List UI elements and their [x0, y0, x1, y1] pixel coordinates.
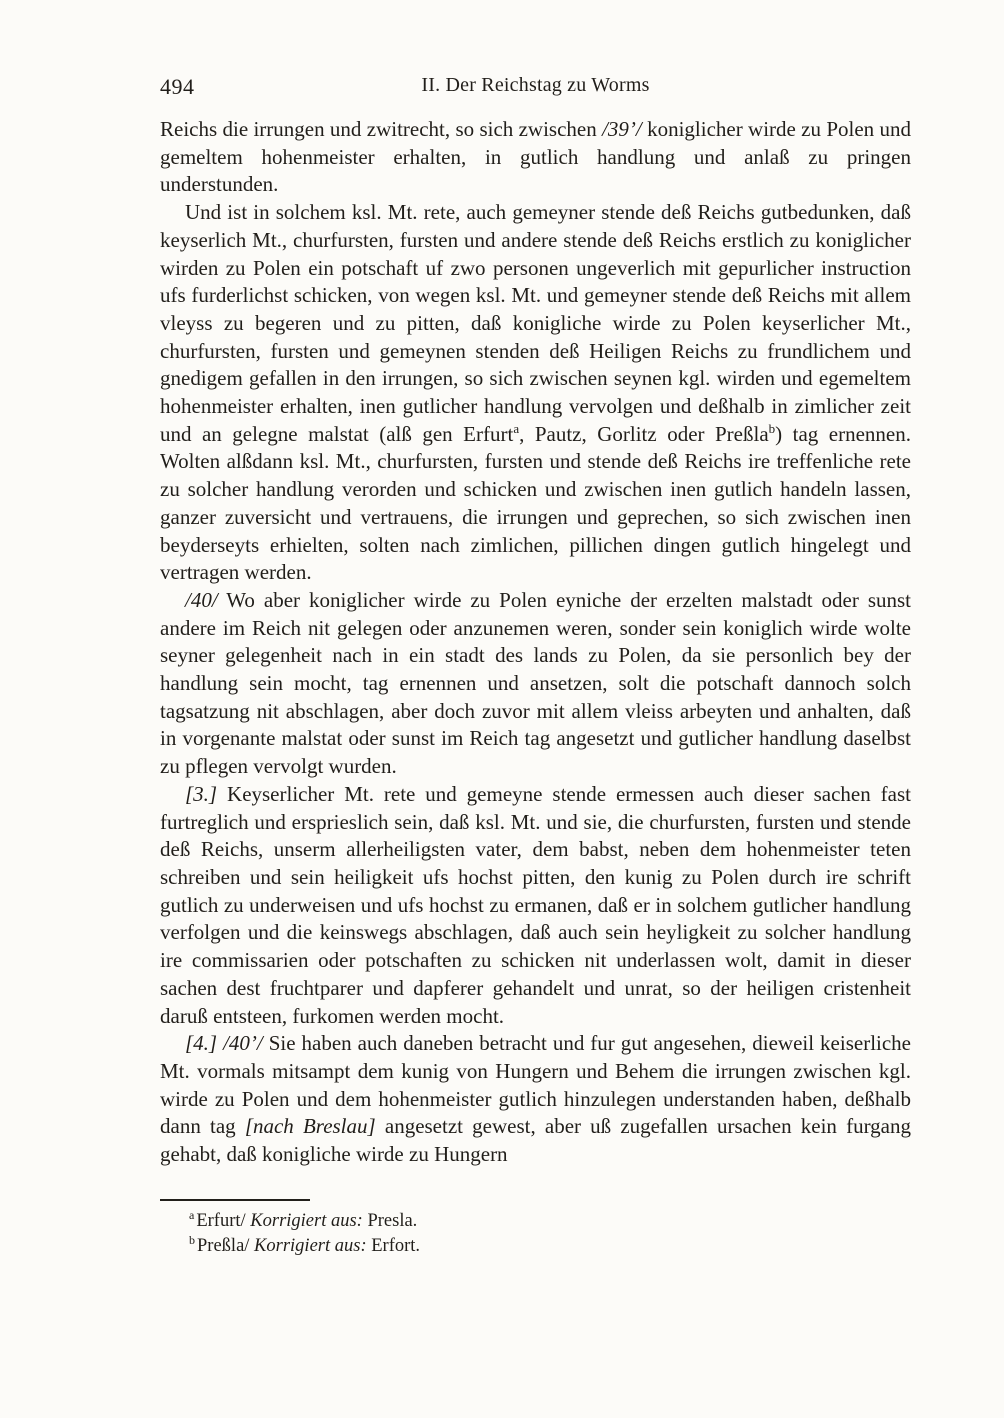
text-run: Presla. [362, 1210, 418, 1231]
running-head: II. Der Reichstag zu Worms [421, 74, 650, 96]
paragraph [160, 1030, 911, 1169]
footnote-separator-rule [160, 1199, 310, 1201]
italic-text-run: [nach Breslau] [244, 1114, 376, 1139]
body-text [160, 116, 911, 1169]
italic-text-run: [3.] [185, 781, 218, 806]
paragraph [160, 781, 911, 1030]
text-run: Sie haben auch daneben betracht und fur gut angesehen, dieweil keiserliche Mt. vormals mitsampt dem kunig von Hungern und Behem die irrungen zwischen kgl. wirde zu Polen und dem hohenmeister gutlich hinzulegen understanden haben, deßhalb dann tag [160, 1031, 912, 1139]
text-run: angesetzt gewest, aber uß zugefallen ursachen kein furgang gehabt, daß konigliche wirde zu Hungern [160, 1114, 912, 1167]
page-number: 494 [160, 74, 195, 99]
paragraph [160, 116, 911, 199]
text-run: koniglicher wirde zu Polen und gemeltem hohenmeister erhalten, in gutlich handlung und anlaß zu pringen understunden. [160, 117, 911, 197]
footnote [160, 1234, 911, 1260]
text-run: ) tag ernennen. Wolten alßdann ksl. Mt., churfursten, fursten und stende deß Reichs ire treffenliche rete zu solcher handlung verorden und schicken und zwischen inen gutlich handeln lassen, ganzer zuversicht und vertrauens, die irrungen und geprechen, so sich zwischen inen beyderseyts erhielten, solten nach zimlichen, pillichen dingen gutlich hingelegt und vertragen werden. [160, 421, 911, 585]
footnote-marker: b [189, 1233, 196, 1248]
italic-text-run: /40/ [185, 587, 218, 612]
footnote-section [160, 1199, 911, 1260]
text-run: Reichs die irrungen und zwitrecht, so sich zwischen [160, 117, 603, 141]
italic-text-run: Korrigiert aus: [250, 1210, 363, 1231]
italic-text-run: /39’/ [602, 117, 642, 141]
footnote-reference: b [768, 420, 776, 436]
footnote [160, 1209, 911, 1235]
text-run: Und ist in solchem ksl. Mt. rete, auch gemeyner stende deß Reichs gutbedunken, daß keyserlich Mt., churfursten, fursten und andere stende deß Reichs erstlich zu koniglicher wirden zu Polen ein potschaft uf zwo personen ungeverlich mit gepurlicher instruction ufs furderlichst schicken, von wegen ksl. Mt. und gemeyner stende deß Reichs mit allem vleyss zu begeren und zu pitten, daß konigliche wirde zu Polen keyserlicher Mt., churfursten, fursten und gemeynen stenden deß Heiligen Reichs zu frundlichem und gnedigem gefallen in den irrungen, so sich zwischen seynen kgl. wirden und egemeltem hohenmeister erhalten, inen gutlicher handlung vervolgen und deßhalb in zimlicher zeit und an gelegne malstat (alß gen Erfurt [160, 200, 911, 446]
footnote-list [160, 1209, 911, 1260]
text-run: Erfort. [366, 1236, 421, 1257]
footnote-reference: a [513, 420, 520, 436]
text-column [160, 74, 911, 1260]
italic-text-run: [4.] /40’/ [185, 1031, 263, 1056]
text-run: Wo aber koniglicher wirde zu Polen eyniche der erzelten malstadt oder sunst andere im Reich nit gelegen oder anzunemen weren, sonder sein koniglich wirde wolte seyner gelegenheit nach in ein stadt des lands zu Polen, da sie personlich bey der handlung sein mocht, tag ernennen und ansetzen, solt die potschaft dannoch solch tagsatzung nit abschlagen, aber doch zuvor mit allem vleiss arbeyten und anhalten, daß in vorgenante malstat oder sunst im Reich tag angesetzt und gutlicher handlung daselbst zu pflegen vervolgt wurden. [160, 587, 911, 779]
italic-text-run: Korrigiert aus: [254, 1236, 367, 1257]
text-run: , Pautz, Gorlitz oder Preßla [519, 421, 769, 446]
page-header [160, 74, 911, 104]
text-run: Preßla/ [197, 1236, 255, 1257]
footnote-marker: a [189, 1207, 195, 1222]
text-run: Keyserlicher Mt. rete und gemeyne stende ermessen auch dieser sachen fast furtreglich und ersprieslich sein, daß ksl. Mt. und sie, die churfursten, fursten und stende deß Reichs, unserm allerheiligsten vater, dem babst, neben dem hohenmeister teten schreiben und sein heiligkeit ufs hochst pitten, den kunig zu Polen durch ire schrift gutlich zu underweisen und ufs hochst zu ermanen, daß er in solchem gutlicher handlung verfolgen und die keinswegs abschlagen, daß auch sein heyligkeit zu solcher handlung ire commissarien oder potschaften zu schicken nit underlassen wolt, damit in dieser sachen dest fruchtparer und dapferer gehandelt und unrat, so der heiligen cristenheit daruß entsteen, furkomen werden mocht. [160, 781, 911, 1028]
paragraph [160, 199, 911, 587]
paragraph [160, 587, 911, 781]
text-run: Erfurt/ [196, 1210, 251, 1231]
